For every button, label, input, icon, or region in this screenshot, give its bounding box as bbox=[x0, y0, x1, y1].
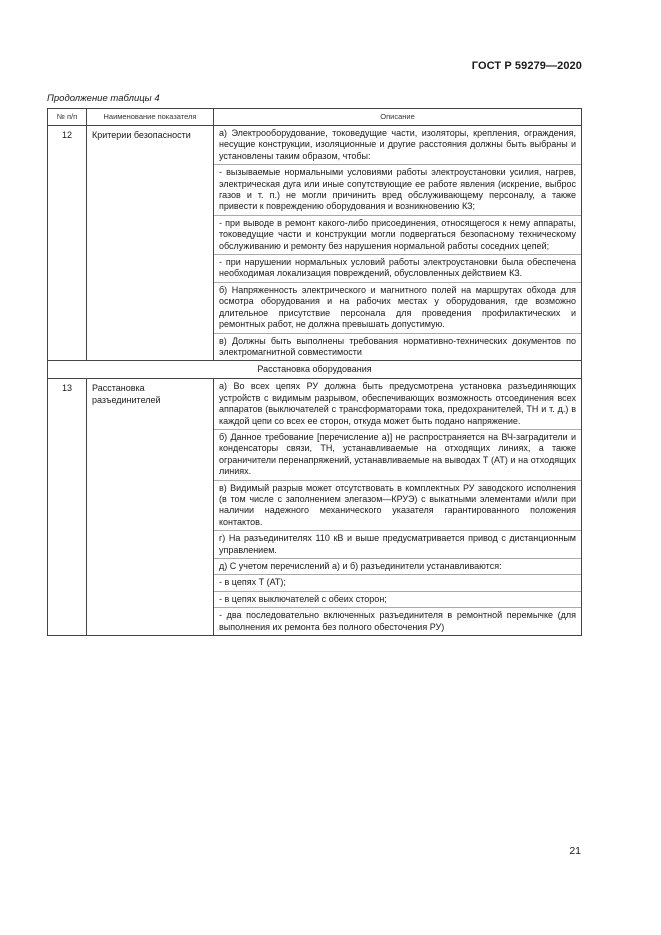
description-paragraph: - при выводе в ремонт какого-либо присоединения, относящегося к нему аппараты, токоведущие части и конструкции могли подвергаться безопасному техническому обслуживанию и ремонту без нарушения нормальной работы соседних цепей; bbox=[214, 216, 581, 255]
description-paragraph: а) Электрооборудование, токоведущие части, изоляторы, крепления, ограждения, несущие конструкции, изоляционные и другие расстояния должны быть выбраны и установлены таким образом, чтобы: bbox=[214, 126, 581, 165]
row-description bbox=[214, 126, 582, 361]
page-number: 21 bbox=[569, 845, 581, 857]
row-number: 13 bbox=[48, 379, 87, 636]
requirements-table bbox=[47, 108, 582, 636]
table-caption: Продолжение таблицы 4 bbox=[47, 93, 160, 104]
document-code: ГОСТ Р 59279—2020 bbox=[471, 60, 582, 72]
description-paragraph: - вызываемые нормальными условиями работы электроустановки усилия, нагрев, электрическая дуга или иные сопутствующие ее работе явления (искрение, выброс газов и т. п.) не могли причинить вред обслуживающему персоналу, а также привести к повреждению оборудования и возникновению КЗ; bbox=[214, 165, 581, 216]
description-paragraph: в) Видимый разрыв может отсутствовать в комплектных РУ заводского исполнения (в том числе с заполнением элегазом—КРУЭ) с выкатными элементами и/или при наличии надежного механического указателя гарантированного положения контактов. bbox=[214, 481, 581, 532]
description-paragraph: б) Напряженность электрического и магнитного полей на маршрутах обхода для осмотра оборудования и на рабочих местах у оборудования, где возможно длительное присутствие персонала для проведения профилактических и ремонтных работ, не должна превышать допустимую. bbox=[214, 283, 581, 334]
description-paragraph: б) Данное требование [перечисление а)] не распространяется на ВЧ-заградители и конденсаторы связи, ТН, устанавливаемые на отходящих линиях, а также ограничители перенапряжений, устанавливаемые на выводах Т (АТ) и на отходящих линиях. bbox=[214, 430, 581, 481]
column-header-name: Наименование показателя bbox=[87, 109, 214, 126]
description-paragraph: а) Во всех цепях РУ должна быть предусмотрена установка разъединяющих устройств с видимым разрывом, обеспечивающих возможность отсоединения всех аппаратов (выключателей с трансформаторами тока, предохранителей, ТН и т. д.) в каждой цепи со всех ее сторон, откуда может быть подано напряжение. bbox=[214, 379, 581, 430]
description-paragraph: - при нарушении нормальных условий работы электроустановки была обеспечена необходимая локализация повреждений, обусловленных действием КЗ. bbox=[214, 255, 581, 283]
row-description bbox=[214, 379, 582, 636]
description-paragraph: - в цепях Т (АТ); bbox=[214, 575, 581, 591]
column-header-number: № п/п bbox=[48, 109, 87, 126]
row-name: Критерии безопасности bbox=[87, 126, 214, 361]
section-header-row bbox=[48, 361, 582, 379]
description-paragraph: д) С учетом перечислений а) и б) разъединители устанавливаются: bbox=[214, 559, 581, 575]
description-paragraph: - два последовательно включенных разъединителя в ремонтной перемычке (для выполнения их ремонта без полного обесточения РУ) bbox=[219, 610, 576, 632]
table-row bbox=[48, 379, 582, 636]
description-paragraph: г) На разъединителях 110 кВ и выше предусматривается привод с дистанционным управлением. bbox=[214, 531, 581, 559]
table-row bbox=[48, 126, 582, 361]
table-header-row bbox=[48, 109, 582, 126]
section-title: Расстановка оборудования bbox=[48, 361, 582, 379]
description-paragraph: - в цепях выключателей с обеих сторон; bbox=[214, 592, 581, 608]
row-name: Расстановка разъединителей bbox=[87, 379, 214, 636]
row-number: 12 bbox=[48, 126, 87, 361]
description-paragraph: в) Должны быть выполнены требования нормативно-технических документов по электромагнитной совместимости bbox=[219, 335, 576, 357]
column-header-description: Описание bbox=[214, 109, 582, 126]
